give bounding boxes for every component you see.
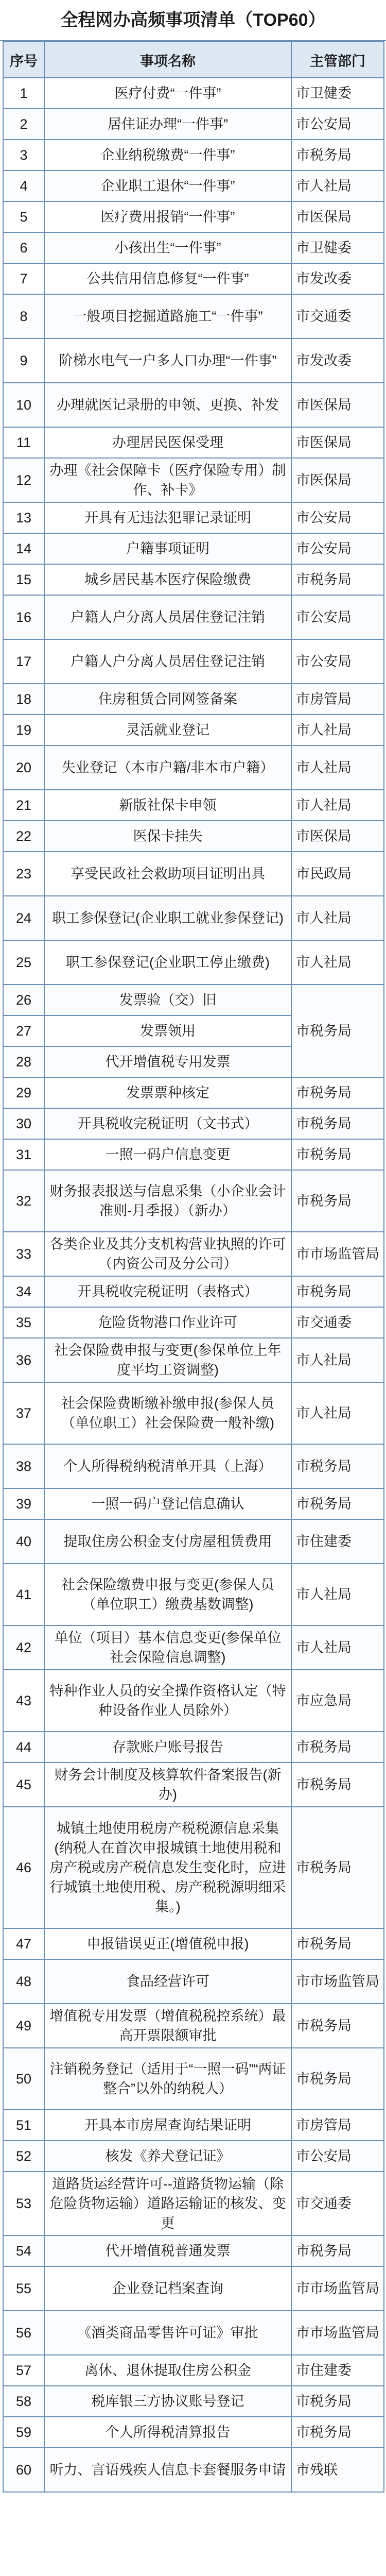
row-number: 17 — [3, 639, 44, 684]
department: 市卫健委 — [291, 78, 384, 109]
row-number: 9 — [3, 338, 44, 383]
row-number: 42 — [3, 1625, 44, 1670]
row-number: 49 — [3, 2004, 44, 2048]
department: 市税务局 — [291, 1276, 384, 1307]
table-row — [3, 201, 384, 232]
matter-name: 办理就医记录册的申领、更换、补发 — [44, 383, 291, 427]
matter-name: 财务会计制度及核算软件备案报告(新办) — [44, 1762, 291, 1807]
department: 市税务局 — [291, 2004, 384, 2048]
table-row — [3, 715, 384, 745]
row-number: 43 — [3, 1670, 44, 1732]
department: 市住建委 — [291, 1519, 384, 1564]
row-number: 7 — [3, 263, 44, 294]
department: 市市场监管局 — [291, 1232, 384, 1276]
table-row — [3, 2311, 384, 2355]
table-row — [3, 2417, 384, 2448]
matter-name: 户籍事项证明 — [44, 533, 291, 564]
matter-name: 医疗付费“一件事” — [44, 78, 291, 109]
row-number: 11 — [3, 427, 44, 458]
row-number: 27 — [3, 1015, 44, 1046]
matter-name: 离休、退休提取住房公积金 — [44, 2355, 291, 2386]
row-number: 20 — [3, 745, 44, 790]
row-number: 47 — [3, 1928, 44, 1959]
department: 市税务局 — [291, 140, 384, 171]
matter-name: 发票票种核定 — [44, 1077, 291, 1108]
table-row — [3, 1338, 384, 1382]
department: 市税务局 — [291, 1488, 384, 1519]
department: 市市场监管局 — [291, 2266, 384, 2311]
department: 市税务局 — [291, 1928, 384, 1959]
matter-name: 社会保险缴费申报与变更(参保人员（单位职工）缴费基数调整) — [44, 1564, 291, 1625]
table-row — [3, 852, 384, 896]
row-number: 32 — [3, 1170, 44, 1232]
table-row — [3, 2355, 384, 2386]
row-number: 51 — [3, 2110, 44, 2141]
matter-name: 新版社保卡申领 — [44, 790, 291, 821]
row-number: 25 — [3, 940, 44, 985]
matter-name: 开具税收完税证明（表格式） — [44, 1276, 291, 1307]
department: 市房管局 — [291, 684, 384, 715]
department: 市税务局 — [291, 1108, 384, 1139]
row-number: 41 — [3, 1564, 44, 1625]
matter-name: 灵活就业登记 — [44, 715, 291, 745]
table-row — [3, 2266, 384, 2311]
department: 市人社局 — [291, 896, 384, 940]
table-row — [3, 1625, 384, 1670]
matter-name: 医疗费用报销“一件事” — [44, 201, 291, 232]
row-number: 23 — [3, 852, 44, 896]
table-row — [3, 2004, 384, 2048]
row-number: 21 — [3, 790, 44, 821]
department: 市人社局 — [291, 790, 384, 821]
table-row — [3, 790, 384, 821]
matter-name: 城镇土地使用税房产税税源信息采集(纳税人在首次申报城镇土地使用税和房产税或房产税信息发生变化时，应进行城镇土地使用税、房产税税源明细采集。) — [44, 1807, 291, 1928]
department: 市房管局 — [291, 2110, 384, 2141]
row-number: 52 — [3, 2141, 44, 2172]
department: 市税务局 — [291, 1732, 384, 1762]
department: 市交通委 — [291, 294, 384, 338]
matter-name: 一照一码户登记信息确认 — [44, 1488, 291, 1519]
row-number: 29 — [3, 1077, 44, 1108]
department: 市公安局 — [291, 595, 384, 639]
table-row — [3, 1108, 384, 1139]
matter-name: 一般项目挖掘道路施工“一件事” — [44, 294, 291, 338]
row-number: 4 — [3, 171, 44, 201]
matter-name: 失业登记（本市户籍/非本市户籍） — [44, 745, 291, 790]
matter-name: 企业职工退休“一件事” — [44, 171, 291, 201]
row-number: 35 — [3, 1307, 44, 1338]
table-row — [3, 1382, 384, 1444]
table-row — [3, 595, 384, 639]
header-name: 事项名称 — [44, 42, 291, 78]
department: 市税务局 — [291, 564, 384, 595]
table-row — [3, 1807, 384, 1928]
department: 市税务局 — [291, 2386, 384, 2417]
table-row — [3, 2110, 384, 2141]
table-row — [3, 1488, 384, 1519]
department: 市人社局 — [291, 715, 384, 745]
matter-name: 开具税收完税证明（文书式） — [44, 1108, 291, 1139]
row-number: 24 — [3, 896, 44, 940]
matter-name: 代开增值税普通发票 — [44, 2235, 291, 2266]
table-row — [3, 2048, 384, 2110]
department: 市公安局 — [291, 502, 384, 533]
row-number: 18 — [3, 684, 44, 715]
table-row — [3, 1519, 384, 1564]
table-row — [3, 109, 384, 140]
table-row — [3, 745, 384, 790]
matter-name: 危险货物港口作业许可 — [44, 1307, 291, 1338]
department: 市残联 — [291, 2448, 384, 2492]
department: 市交通委 — [291, 1307, 384, 1338]
row-number: 8 — [3, 294, 44, 338]
matter-name: 单位（项目）基本信息变更(参保单位社会保险信息调整) — [44, 1625, 291, 1670]
table-row — [3, 294, 384, 338]
row-number: 2 — [3, 109, 44, 140]
matter-name: 发票验（交）旧 — [44, 985, 291, 1015]
table-row — [3, 533, 384, 564]
table-row — [3, 232, 384, 263]
row-number: 53 — [3, 2172, 44, 2235]
matter-name: 各类企业及其分支机构营业执照的许可（内资公司及分公司） — [44, 1232, 291, 1276]
row-number: 31 — [3, 1139, 44, 1170]
row-number: 45 — [3, 1762, 44, 1807]
table-row — [3, 263, 384, 294]
row-number: 16 — [3, 595, 44, 639]
row-number: 12 — [3, 458, 44, 502]
department: 市民政局 — [291, 852, 384, 896]
row-number: 33 — [3, 1232, 44, 1276]
row-number: 3 — [3, 140, 44, 171]
row-number: 58 — [3, 2386, 44, 2417]
matter-name: 增值税专用发票（增值税税控系统）最高开票限额审批 — [44, 2004, 291, 2048]
table-row — [3, 1232, 384, 1276]
table-row — [3, 1276, 384, 1307]
department: 市税务局 — [291, 1444, 384, 1488]
table-row — [3, 684, 384, 715]
matter-name: 小孩出生“一件事” — [44, 232, 291, 263]
table-row — [3, 1077, 384, 1108]
matter-name: 食品经营许可 — [44, 1959, 291, 2004]
matter-name: 办理《社会保障卡（医疗保险专用）制作、补卡》 — [44, 458, 291, 502]
department: 市税务局 — [291, 1762, 384, 1807]
row-number: 44 — [3, 1732, 44, 1762]
row-number: 1 — [3, 78, 44, 109]
table-row — [3, 1170, 384, 1232]
row-number: 37 — [3, 1382, 44, 1444]
matter-name: 居住证办理“一件事” — [44, 109, 291, 140]
row-number: 39 — [3, 1488, 44, 1519]
department: 市税务局 — [291, 2417, 384, 2448]
table-row — [3, 985, 384, 1015]
department: 市税务局 — [291, 2235, 384, 2266]
row-number: 55 — [3, 2266, 44, 2311]
matter-name: 社会保险费申报与变更(参保单位上年度平均工资调整) — [44, 1338, 291, 1382]
row-number: 26 — [3, 985, 44, 1015]
row-number: 15 — [3, 564, 44, 595]
department: 市公安局 — [291, 109, 384, 140]
row-number: 46 — [3, 1807, 44, 1928]
matter-name: 代开增值税专用发票 — [44, 1046, 291, 1077]
department: 市税务局 — [291, 1807, 384, 1928]
row-number: 56 — [3, 2311, 44, 2355]
table-row — [3, 1564, 384, 1625]
table-row — [3, 2141, 384, 2172]
department: 市公安局 — [291, 2141, 384, 2172]
matter-name: 申报错误更正(增值税申报) — [44, 1928, 291, 1959]
matters-table — [3, 41, 384, 2493]
matter-name: 财务报表报送与信息采集（小企业会计准则-月季报）（新办） — [44, 1170, 291, 1232]
matter-name: 《酒类商品零售许可证》审批 — [44, 2311, 291, 2355]
row-number: 40 — [3, 1519, 44, 1564]
matter-name: 开具有无违法犯罪记录证明 — [44, 502, 291, 533]
department: 市市场监管局 — [291, 2311, 384, 2355]
table-row — [3, 383, 384, 427]
table-row — [3, 1762, 384, 1807]
department: 市税务局 — [291, 2048, 384, 2110]
table-row — [3, 1307, 384, 1338]
matter-name: 职工参保登记(企业职工停止缴费) — [44, 940, 291, 985]
table-header-row — [3, 42, 384, 78]
table-row — [3, 140, 384, 171]
matter-name: 医保卡挂失 — [44, 821, 291, 852]
table-row — [3, 1732, 384, 1762]
row-number: 59 — [3, 2417, 44, 2448]
table-row — [3, 896, 384, 940]
matter-name: 注销税务登记（适用于“一照一码”“两证整合”以外的纳税人） — [44, 2048, 291, 2110]
matter-name: 企业纳税缴费“一件事” — [44, 140, 291, 171]
row-number: 38 — [3, 1444, 44, 1488]
matter-name: 特种作业人员的安全操作资格认定（特种设备作业人员除外） — [44, 1670, 291, 1732]
department: 市税务局 — [291, 1139, 384, 1170]
department: 市税务局 — [291, 1077, 384, 1108]
department: 市人社局 — [291, 1338, 384, 1382]
row-number: 34 — [3, 1276, 44, 1307]
row-number: 5 — [3, 201, 44, 232]
matter-name: 个人所得税纳税清单开具（上海） — [44, 1444, 291, 1488]
department: 市发改委 — [291, 338, 384, 383]
row-number: 30 — [3, 1108, 44, 1139]
table-row — [3, 2235, 384, 2266]
row-number: 50 — [3, 2048, 44, 2110]
table-row — [3, 821, 384, 852]
matter-name: 道路货运经营许可--道路货物运输（除危险货物运输）道路运输证的核发、变更 — [44, 2172, 291, 2235]
matter-name: 城乡居民基本医疗保险缴费 — [44, 564, 291, 595]
row-number: 48 — [3, 1959, 44, 2004]
department: 市市场监管局 — [291, 1959, 384, 2004]
table-row — [3, 2172, 384, 2235]
department: 市发改委 — [291, 263, 384, 294]
matter-name: 存款账户账号报告 — [44, 1732, 291, 1762]
matter-name: 阶梯水电气一户多人口办理“一件事” — [44, 338, 291, 383]
department: 市住建委 — [291, 2355, 384, 2386]
header-dept: 主管部门 — [291, 42, 384, 78]
matter-name: 提取住房公积金支付房屋租赁费用 — [44, 1519, 291, 1564]
table-row — [3, 639, 384, 684]
matter-name: 核发《养犬登记证》 — [44, 2141, 291, 2172]
table-row — [3, 1928, 384, 1959]
row-number: 6 — [3, 232, 44, 263]
department: 市人社局 — [291, 171, 384, 201]
department: 市人社局 — [291, 1564, 384, 1625]
department: 市公安局 — [291, 533, 384, 564]
department: 市税务局 — [291, 985, 384, 1077]
matter-name: 开具本市房屋查询结果证明 — [44, 2110, 291, 2141]
row-number: 28 — [3, 1046, 44, 1077]
row-number: 13 — [3, 502, 44, 533]
table-row — [3, 2448, 384, 2492]
row-number: 22 — [3, 821, 44, 852]
department: 市医保局 — [291, 383, 384, 427]
table-row — [3, 427, 384, 458]
department: 市税务局 — [291, 1170, 384, 1232]
header-no: 序号 — [3, 42, 44, 78]
matter-name: 发票领用 — [44, 1015, 291, 1046]
page-title: 全程网办高频事项清单（TOP60） — [0, 0, 386, 41]
row-number: 10 — [3, 383, 44, 427]
matter-name: 社会保险费断缴补缴申报(参保人员（单位职工）社会保险费一般补缴) — [44, 1382, 291, 1444]
row-number: 19 — [3, 715, 44, 745]
department: 市医保局 — [291, 458, 384, 502]
matter-name: 听力、言语残疾人信息卡套餐服务申请 — [44, 2448, 291, 2492]
row-number: 60 — [3, 2448, 44, 2492]
row-number: 57 — [3, 2355, 44, 2386]
table-row — [3, 564, 384, 595]
row-number: 14 — [3, 533, 44, 564]
matter-name: 公共信用信息修复“一件事” — [44, 263, 291, 294]
matter-name: 享受民政社会救助项目证明出具 — [44, 852, 291, 896]
department: 市人社局 — [291, 745, 384, 790]
matter-name: 个人所得税清算报告 — [44, 2417, 291, 2448]
table-row — [3, 171, 384, 201]
department: 市公安局 — [291, 639, 384, 684]
table-body — [3, 78, 384, 2492]
table-row — [3, 1959, 384, 2004]
table-row — [3, 78, 384, 109]
department: 市医保局 — [291, 201, 384, 232]
matter-name: 一照一码户信息变更 — [44, 1139, 291, 1170]
matter-name: 职工参保登记(企业职工就业参保登记) — [44, 896, 291, 940]
department: 市医保局 — [291, 821, 384, 852]
table-row — [3, 502, 384, 533]
table-row — [3, 1444, 384, 1488]
table-row — [3, 338, 384, 383]
matter-name: 办理居民医保受理 — [44, 427, 291, 458]
row-number: 36 — [3, 1338, 44, 1382]
department: 市应急局 — [291, 1670, 384, 1732]
table-row — [3, 1139, 384, 1170]
department: 市交通委 — [291, 2172, 384, 2235]
matter-name: 企业登记档案查询 — [44, 2266, 291, 2311]
table-row — [3, 1670, 384, 1732]
department: 市人社局 — [291, 1625, 384, 1670]
department: 市人社局 — [291, 1382, 384, 1444]
matter-name: 户籍人户分离人员居住登记注销 — [44, 639, 291, 684]
row-number: 54 — [3, 2235, 44, 2266]
table-row — [3, 458, 384, 502]
matter-name: 税库银三方协议账号登记 — [44, 2386, 291, 2417]
department: 市医保局 — [291, 427, 384, 458]
matter-name: 户籍人户分离人员居住登记注销 — [44, 595, 291, 639]
matter-name: 住房租赁合同网签备案 — [44, 684, 291, 715]
department: 市卫健委 — [291, 232, 384, 263]
table-row — [3, 940, 384, 985]
table-row — [3, 2386, 384, 2417]
department: 市人社局 — [291, 940, 384, 985]
